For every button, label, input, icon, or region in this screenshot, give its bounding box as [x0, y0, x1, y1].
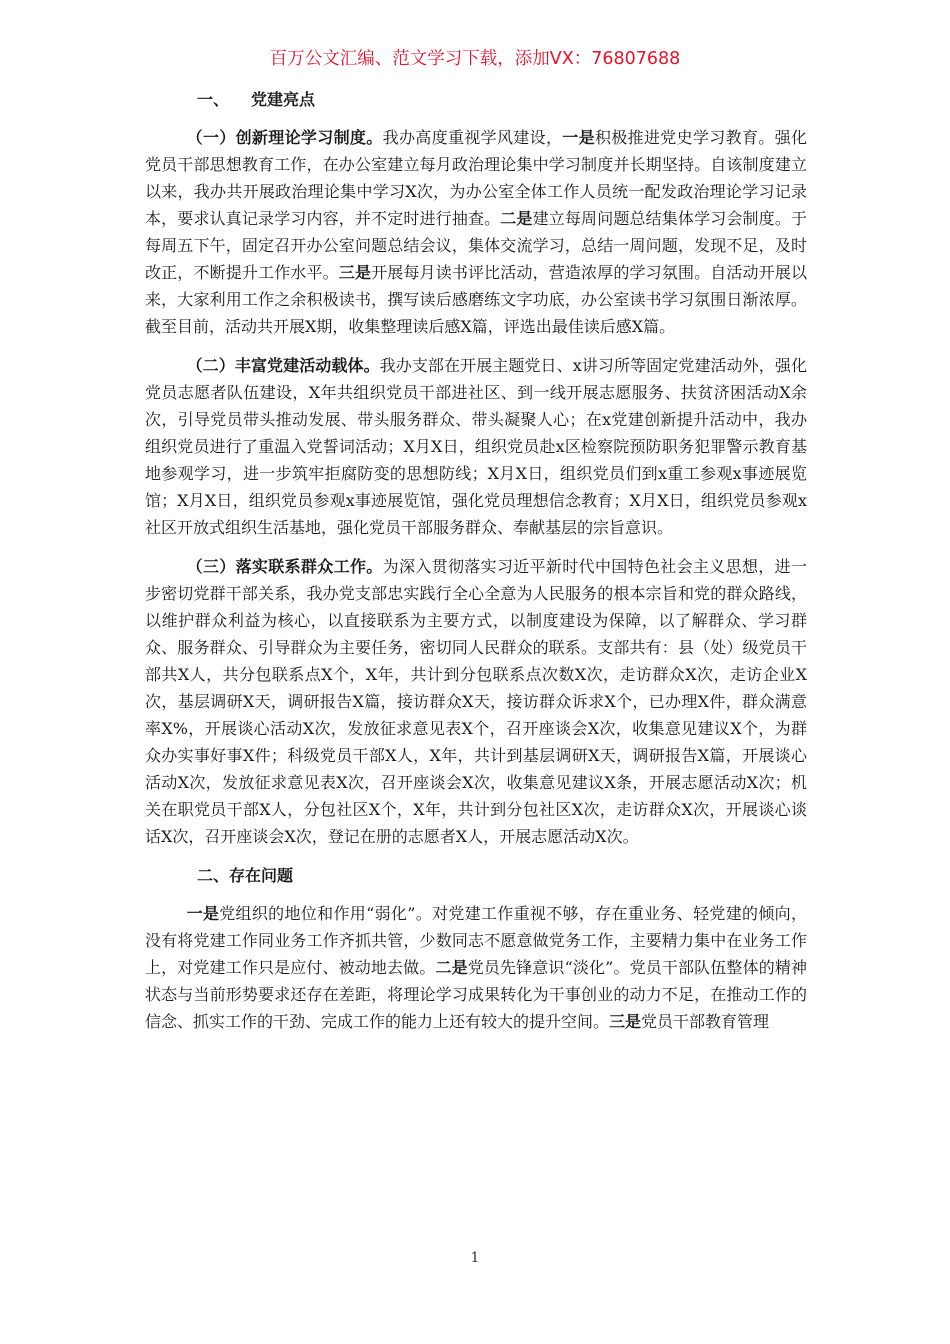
paragraph-activity-carriers: （二）丰富党建活动载体。我办支部在开展主题党日、x讲习所等固定党建活动外，强化党员志愿者队伍建设，X年共组织党员干部进社区、到一线开展志愿服务、扶贫济困活动X余次，引导党员带头推动发展、带头服务群众、带头凝聚人心；在x党建创新提升活动中，我办组织党员进行了重温入党誓词活动；X月X日，组织党员赴x区检察院预防职务犯罪警示教育基地参观学习，进一步筑牢拒腐防变的思想防线；X月X日，组织党员们到x重工参观x事迹展览馆；X月X日，组织党员参观x事迹展览馆，强化党员理想信念教育；X月X日，组织党员参观x社区开放式组织生活基地，强化党员干部服务群众、奉献基层的宗旨意识。	[145, 356, 807, 537]
section-heading-problems: 二、存在问题	[197, 866, 294, 885]
document-body	[145, 86, 807, 1035]
paragraph-problems: 一是党组织的地位和作用“弱化”。对党建工作重视不够，存在重业务、轻党建的倾向，没有将党建工作同业务工作齐抓共管，少数同志不愿意做党务工作，主要精力集中在业务工作上，对党建工作只是应付、被动地去做。二是党员先锋意识“淡化”。党员干部队伍整体的精神状态与当前形势要求还存在差距，将理论学习成果转化为干事创业的动力不足，在推动工作的信念、抓实工作的干劲、完成工作的能力上还有较大的提升空间。三是党员干部教育管理	[145, 904, 807, 1031]
paragraph-lead: （二）丰富党建活动载体。	[186, 356, 380, 375]
section-heading-highlights	[145, 86, 807, 113]
section-number: 一、	[197, 90, 230, 109]
section-title: 党建亮点	[251, 90, 316, 109]
paragraph-mass-contact: （三）落实联系群众工作。为深入贯彻落实习近平新时代中国特色社会主义思想，进一步密切党群干部关系，我办党支部忠实践行全心全意为人民服务的根本宗旨和党的群众路线，以维护群众利益为核心，以直接联系为主要方式，以制度建设为保障，以了解群众、学习群众、服务群众、引导群众为主要任务，密切同人民群众的联系。支部共有：县（处）级党员干部共X人，共分包联系点X个，X年，共计到分包联系点次数X次，走访群众X次，走访企业X次，基层调研X天，调研报告X篇，接访群众X天，接访群众诉求X个，已办理X件，群众满意率X%，开展谈心活动X次，发放征求意见表X个，召开座谈会X次，收集意见建议X个，为群众办实事好事X件；科级党员干部X人，X年，共计到基层调研X天，调研报告X篇，开展谈心活动X次，发放征求意见表X次，召开座谈会X次，收集意见建议X条，开展志愿活动X次；机关在职党员干部X人，分包社区X个，X年，共计到分包社区X次，走访群众X次，开展谈心谈话X次，召开座谈会X次，登记在册的志愿者X人，开展志愿活动X次。	[145, 557, 807, 846]
paragraph-lead: （三）落实联系群众工作。	[186, 557, 383, 576]
download-banner: 百万公文汇编、范文学习下载，添加VX：76807688	[269, 49, 681, 69]
page-number: 1	[470, 1250, 480, 1266]
paragraph-theory-study: （一）创新理论学习制度。我办高度重视学风建设，一是积极推进党史学习教育。强化党员干部思想教育工作，在办公室建立每月政治理论集中学习制度并长期坚持。自该制度建立以来，我办共开展政治理论集中学习X次，为办公室全体工作人员统一配发政治理论学习记录本，要求认真记录学习内容，并不定时进行抽查。二是建立每周问题总结集体学习会制度。于每周五下午，固定召开办公室问题总结会议，集体交流学习，总结一周问题，发现不足，及时改正，不断提升工作水平。三是开展每月读书评比活动，营造浓厚的学习氛围。自活动开展以来，大家利用工作之余积极读书，撰写读后感磨练文字功底，办公室读书学习氛围日渐浓厚。截至目前，活动共开展X期，收集整理读后感X篇，评选出最佳读后感X篇。	[145, 128, 807, 336]
paragraph-lead: （一）创新理论学习制度。	[186, 128, 383, 147]
